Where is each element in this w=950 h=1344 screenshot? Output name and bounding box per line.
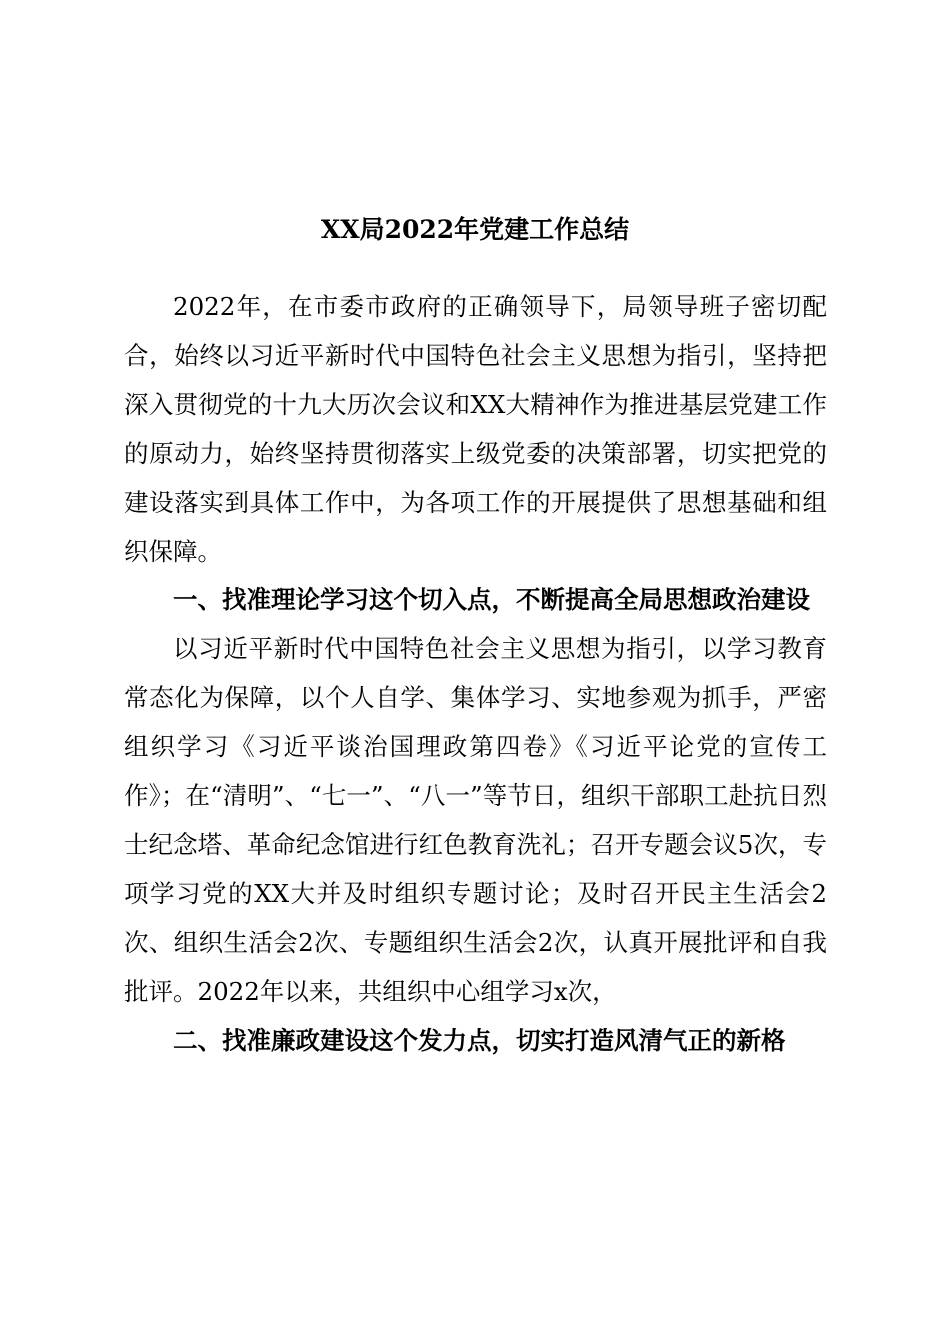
section-heading-1: 一、找准理论学习这个切入点，不断提高全局思想政治建设: [173, 585, 810, 615]
intro-paragraph: 2022年，在市委市政府的正确领导下，局领导班子密切配合，始终以习近平新时代中国特色社会主义思想为指引，坚持把深入贯彻党的十九大历次会议和XX大精神作为推进基层党建工作的原动力，始终坚持贯彻落实上级党委的决策部署，切实把党的建设落实到具体工作中，为各项工作的开展提供了思想基础和组织保障。: [124, 292, 827, 566]
document-title: XX局2022年党建工作总结: [320, 215, 630, 244]
document-body: [124, 283, 827, 1066]
section-1-paragraph: 以习近平新时代中国特色社会主义思想为指引，以学习教育常态化为保障，以个人自学、集体学习、实地参观为抓手，严密组织学习《习近平谈治国理政第四卷》《习近平论党的宣传工作》；在“清明”、“七一”、“八一”等节日，组织干部职工赴抗日烈士纪念塔、革命纪念馆进行红色教育洗礼；召开专题会议5次，专项学习党的XX大并及时组织专题讨论；及时召开民主生活会2次、组织生活会2次、专题组织生活会2次，认真开展批评和自我批评。2022年以来，共组织中心组学习x次，: [124, 634, 827, 1006]
section-heading-2: 二、找准廉政建设这个发力点，切实打造风清气正的新格: [173, 1025, 786, 1055]
